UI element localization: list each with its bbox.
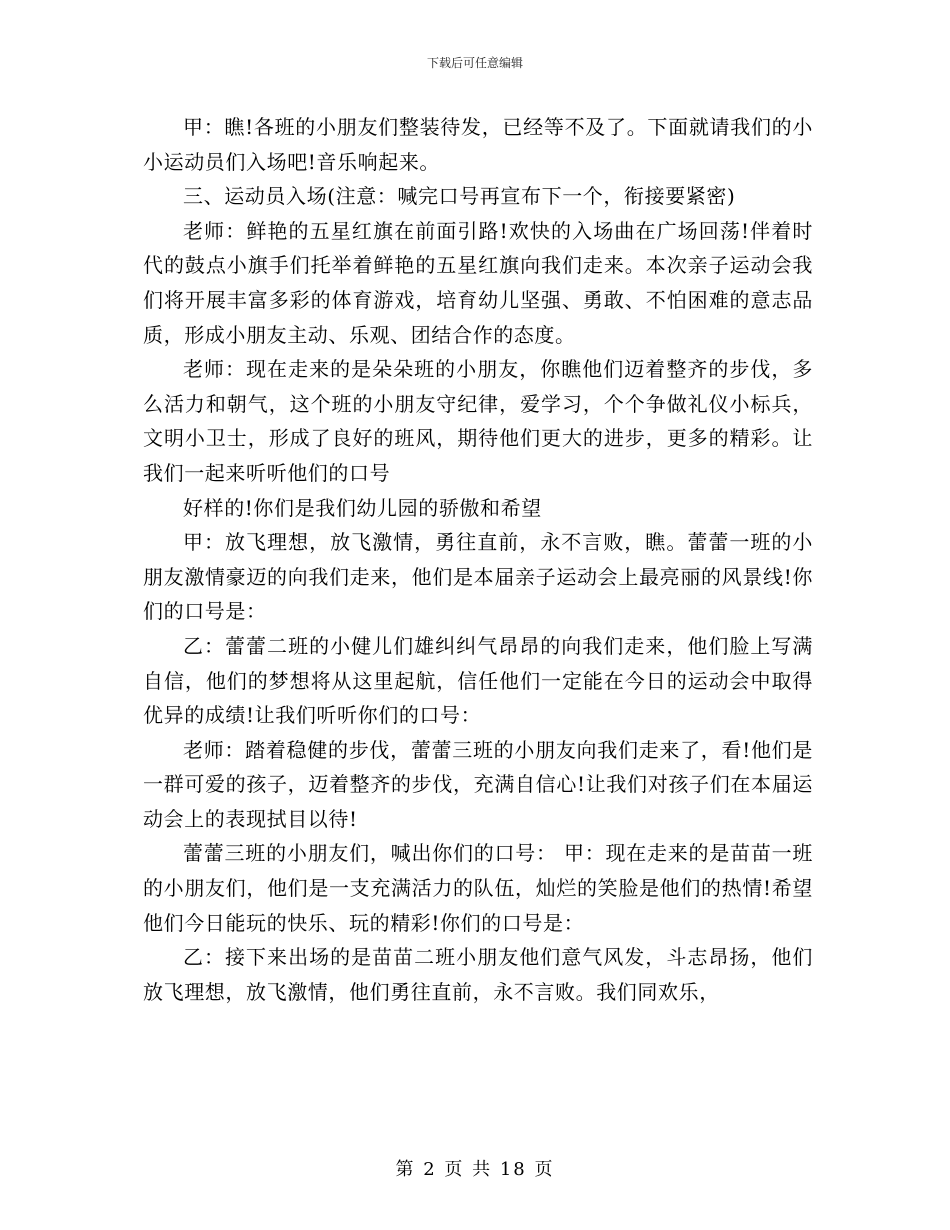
page-footer: 第 2 页 共 18 页 [395,1159,555,1180]
section-heading: 三、运动员入场(注意：喊完口号再宣布下一个，衔接要紧密) [183,184,736,209]
paragraph: 乙：接下来出场的是苗苗二班小朋友他们意气风发，斗志昂扬，他们放飞理想，放飞激情，他们勇往直前，永不言败。我们同欢乐， [143,945,813,1004]
document-body [143,110,813,1009]
page-header: 下载后可任意编辑 [426,56,523,70]
paragraph: 甲：瞧!各班的小朋友们整装待发，已经等不及了。下面就请我们的小小运动员们入场吧!音乐响起来。 [143,115,813,174]
paragraph: 老师：踏着稳健的步伐，蕾蕾三班的小朋友向我们走来了，看!他们是一群可爱的孩子，迈着整齐的步伐，充满自信心!让我们对孩子们在本届运动会上的表现拭目以待! [143,737,813,831]
paragraph: 老师：现在走来的是朵朵班的小朋友，你瞧他们迈着整齐的步伐，多么活力和朝气，这个班的小朋友守纪律，爱学习，个个争做礼仪小标兵，文明小卫士，形成了良好的班风，期待他们更大的进步，更多的精彩。让我们一起来听听他们的口号 [143,357,813,485]
paragraph: 蕾蕾三班的小朋友们，喊出你们的口号： 甲：现在走来的是苗苗一班的小朋友们，他们是一支充满活力的队伍，灿烂的笑脸是他们的热情!希望他们今日能玩的快乐、玩的精彩!你们的口号是： [143,841,813,935]
paragraph: 好样的!你们是我们幼儿园的骄傲和希望 [183,495,542,520]
paragraph: 老师：鲜艳的五星红旗在前面引路!欢快的入场曲在广场回荡!伴着时代的鼓点小旗手们托举着鲜艳的五星红旗向我们走来。本次亲子运动会我们将开展丰富多彩的体育游戏，培育幼儿坚强、勇敢、不怕困难的意志品质，形成小朋友主动、乐观、团结合作的态度。 [143,218,813,347]
paragraph: 乙：蕾蕾二班的小健儿们雄纠纠气昂昂的向我们走来，他们脸上写满自信，他们的梦想将从这里起航，信任他们一定能在今日的运动会中取得优异的成绩!让我们听听你们的口号： [143,633,813,728]
paragraph: 甲：放飞理想，放飞激情，勇往直前，永不言败，瞧。蕾蕾一班的小朋友激情豪迈的向我们走来，他们是本届亲子运动会上最亮丽的风景线!你们的口号是： [143,530,813,624]
